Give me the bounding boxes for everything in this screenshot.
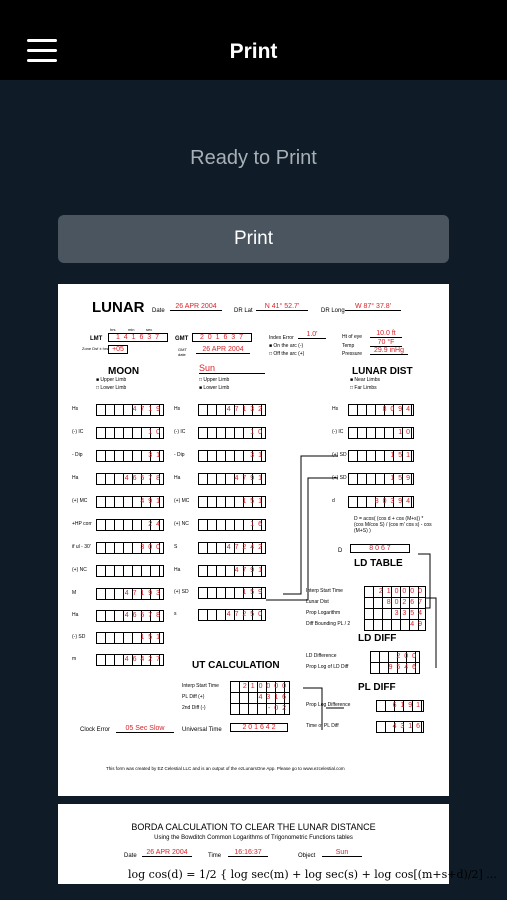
lunar-dist-row-label: (-) IC [332,429,344,435]
top-bar [0,0,507,80]
near-limbs-option[interactable]: ■ Near Limbs [350,377,380,383]
far-limbs-option[interactable]: □ Far Limbs [350,385,377,391]
body-low-row-value: 4 7 2 5 0 [198,609,266,621]
clock-error: 05 Sec Slow [116,725,174,733]
moon-row-value: 4 9 1 [96,496,164,508]
moon-row-value: 3 0 0 [96,542,164,554]
gmt-value: 2 0 1 6 3 7 [192,333,252,342]
lunar-dist-row-label: (+) SD [332,452,347,458]
borda-time: 16:16:37 [228,849,268,857]
ld-diff-row-value: 2 0 0 [370,651,420,663]
body-row-label: (+) NC [174,521,189,527]
ut-title: UT CALCULATION [192,660,280,671]
ut-row-value: 4 3 1 6 [230,692,290,704]
zone-value: +05 [108,345,128,354]
borda-object-label: Object [298,853,316,859]
body-name: Sun [199,363,265,374]
borda-date-label: Date [124,853,137,859]
lunar-dist-row-label: Hs [332,406,339,412]
moon-row-value: 4 7 1 9 3 [96,588,164,600]
ld-diff-row-label: LD Difference [306,653,337,659]
far-limbs-label: Far Limbs [354,385,377,391]
pl-diff-row-value: 6 1 9 1 [376,700,424,712]
borda-formula: log cos(d) = 1/2 { log sec(m) + log sec(s) + log cos[(m+s+d)/2] ... [128,868,497,881]
moon-low-row-label: Ha [72,612,79,618]
moon-low-row-value: 1 5 1 [96,632,164,644]
gmt-date: 26 APR 2004 [196,346,250,354]
borda-title: BORDA CALCULATION TO CLEAR THE LUNAR DISTANCE [131,822,376,832]
borda-time-label: Time [208,853,222,859]
ld-table-row-value: 8 0 2 6 7 [364,597,426,609]
dr-lat: N 41° 52.7' [256,303,308,311]
print-status: Ready to Print [190,147,317,169]
body-row-value: 3 1 [198,450,266,462]
body-row-label: Hs [174,406,181,412]
ld-table-row-value: 2 1 0 0 0 0 [364,586,426,598]
D-value: 8 0 6 7 [350,544,410,553]
ht-eye-label: Ht of eye [342,334,363,340]
index-error: 1.0' [298,331,326,339]
ut-row-label: PL Diff (+) [182,694,205,700]
moon-row-value: 2 4 [96,519,164,531]
body-low-row-label: s [174,611,177,617]
body-row-value: 4 7 2 4 2 [198,542,266,554]
body-row-value: 4 7 9 1 [198,473,266,485]
moon-low-row-label: (-) SD [72,634,86,640]
moon-row-value: 4 6 5 7 8 [96,473,164,485]
print-button[interactable]: Print [58,215,449,263]
body-low-row-label: (+) SD [174,589,189,595]
body-row-label: (+) MC [174,498,190,504]
lunar-dist-row-value: 8 0 3 9 4 [348,496,414,508]
body-upper-limb-option[interactable]: □ Upper Limb [199,377,230,383]
universal-time-label: Universal Time [182,727,222,733]
on-arc-label: On the arc (-) [273,343,304,349]
moon-row-value [96,565,164,577]
moon-row-label: Hs [72,406,79,412]
ut-row-label: 2nd Diff (-) [182,705,206,711]
body-row-label: - Dip [174,452,185,458]
body-row-value: 4 7 1 3 2 [198,404,266,416]
moon-row-label: - Dip [72,452,83,458]
borda-object: Sun [322,849,362,857]
form-title: LUNAR [92,299,145,316]
near-limbs-label: Near Limbs [354,377,380,383]
on-arc-option[interactable]: ■ On the arc (-) [269,343,304,349]
borda-subtitle: Using the Bowditch Common Logarithms of Trigonometric Functions tables [154,835,353,841]
pressure: 29.9 inHg [370,347,408,355]
ld-table-row-label: Interp Start Time [306,588,343,594]
moon-row-value: 4 7 1 9 [96,404,164,416]
upper-limb-option[interactable]: ■ Upper Limb [96,377,127,383]
clock-error-label: Clock Error [80,727,111,733]
ld-diff-row-value: 9 5 4 6 [370,662,420,674]
pl-diff-row-label: Time of PL Diff [306,723,339,729]
page-title: Print [229,40,278,63]
dr-long-label: DR Long [321,308,345,314]
date-label: Date [152,308,165,314]
pl-diff-row-label: Prop Log Difference [306,702,351,708]
lmt-value: 1 4 1 6 3 7 [108,333,168,342]
lunar-dist-row-label: (+) SD [332,475,347,481]
upper-limb-label: Upper Limb [100,377,127,383]
off-arc-option[interactable]: □ Off the arc (+) [269,351,305,357]
D-label: D [338,548,343,554]
ld-table-row-label: Prop Logarithm [306,610,341,616]
body-row-value: 1 5 1 [198,496,266,508]
moon-row-label: Ha [72,475,79,481]
moon-row-value: 1 0 [96,427,164,439]
body-row-label: Ha [174,475,181,481]
moon-row-label: (-) IC [72,429,84,435]
ut-row-value: 2 1 0 0 0 0 [230,681,290,693]
temp-label: Temp [342,343,355,349]
moon-row-label: +HP corr [72,521,92,527]
body-low-row-value: 4 7 9 1 [198,565,266,577]
temp: 70 °F [370,339,402,347]
col-min: min [128,327,135,332]
ut-row-label: Interp Start Time [182,683,219,689]
body-upper-limb-label: Upper Limb [203,377,230,383]
ld-table-row-label: Lunar Dist [306,599,329,605]
moon-row-label: if ul - 30' [72,544,91,550]
body-row-value: 1 6 [198,519,266,531]
moon-row-label: M [72,590,77,596]
body-row-value: 1 0 [198,427,266,439]
moon-low-row-value: 4 6 4 2 7 [96,654,164,666]
moon-title: MOON [108,366,140,377]
zone-label: Zone Dsf ± hrs [82,346,109,351]
universal-time: 2 0 1 6 4 2 [230,723,288,732]
body-row-label: S [174,544,178,550]
gmt-date-label: GMT date [178,347,187,357]
moon-row-label: (+) MC [72,498,88,504]
lunar-dist-row-value: 8 0 9 4 [348,404,414,416]
col-sec: sec [146,327,153,332]
body-row-label: (-) IC [174,429,186,435]
ht-eye: 10.0 ft [370,330,402,338]
form-footer: This form was created by EZ Celestial LLC and is an output of the ezLunarsOne App. Please go to www.ezcelestial.com [106,766,345,771]
lunar-dist-title: LUNAR DIST [352,366,413,377]
form-date: 26 APR 2004 [170,303,222,311]
index-error-label: Index Error [269,335,294,341]
gmt-label: GMT [175,336,189,342]
body-low-row-value: 1 5 9 [198,587,266,599]
pl-diff-row-value: 4 3 1 6 [376,721,424,733]
body-lower-limb-label: Lower Limb [203,385,230,391]
dr-long: W 87° 37.8' [345,303,401,311]
ld-diff-row-label: Prop Log of LD Diff [306,664,349,670]
ld-table-row-label: Diff Bounding PL / 2 [306,621,351,627]
print-preview-page-1 [58,284,449,796]
lunar-dist-row-label: d [332,498,335,504]
body-lower-limb-option[interactable]: ■ Lower Limb [199,385,230,391]
borda-date: 26 APR 2004 [142,849,192,857]
moon-low-row-value: 4 6 5 7 8 [96,610,164,622]
moon-row-label: (+) NC [72,567,87,573]
col-hrs: hrs [110,327,116,332]
lmt-label: LMT [90,336,103,342]
ld-table-row-value: 3 3 5 4 [364,608,426,620]
ld-table-title: LD TABLE [354,558,403,569]
body-low-row-label: Ha [174,567,181,573]
off-arc-label: Off the arc (+) [273,351,305,357]
print-preview-page-2 [58,804,497,884]
pl-diff-title: PL DIFF [358,682,396,693]
ld-diff-title: LD DIFF [358,633,397,644]
pressure-label: Pressure [342,351,363,357]
lunar-dist-row-value: 1 0 [348,427,414,439]
dr-lat-label: DR Lat [234,308,253,314]
ut-row-value: - 0 2 [230,703,290,715]
lower-limb-option[interactable]: □ Lower Limb [96,385,127,391]
moon-row-value: 3 1 [96,450,164,462]
lunar-dist-row-value: 1 5 9 [348,473,414,485]
d-formula: D = acos( (cos d + cos (M+s)) * (cos M/cos S) / (cos m' cos s) - cos (M+S) ) [354,516,432,534]
ld-table-row-value: 4 9 [364,619,426,631]
lunar-dist-row-value: 1 5 1 [348,450,414,462]
moon-low-row-label: m [72,656,77,662]
connector-lines [58,284,449,796]
lower-limb-label: Lower Limb [100,385,127,391]
